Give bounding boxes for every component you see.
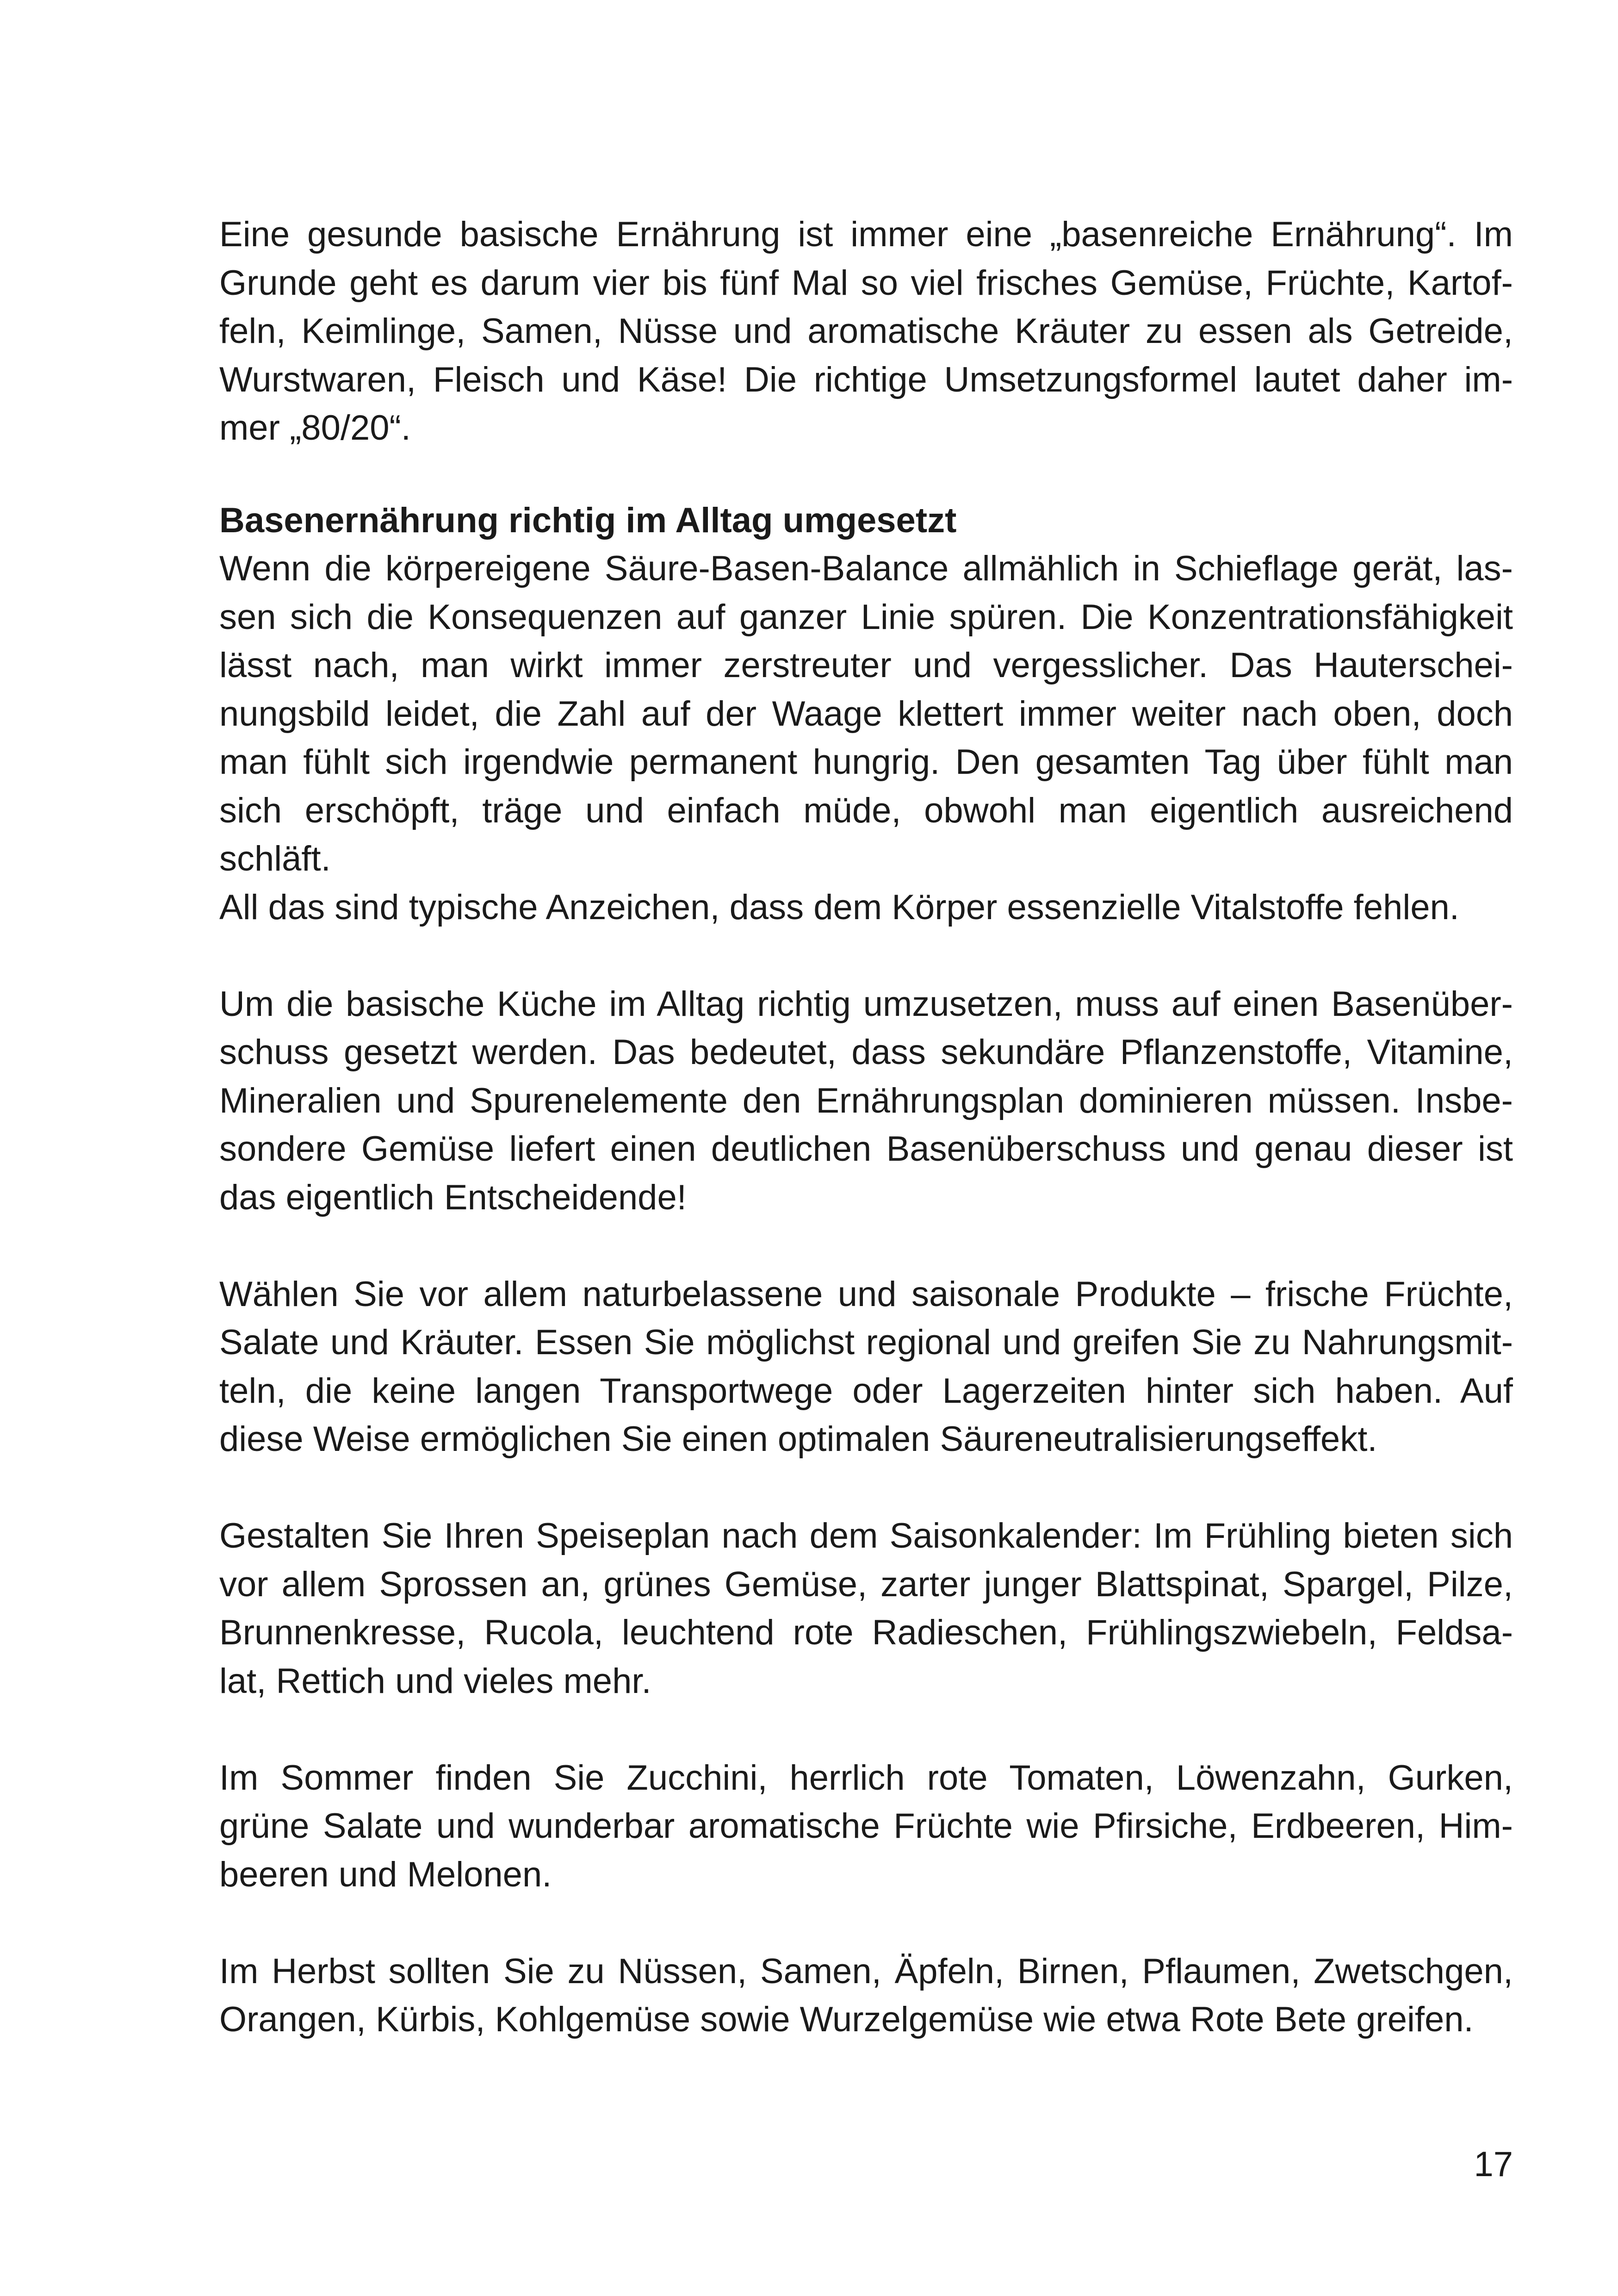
text-line: lat, Rettich und vieles mehr.	[219, 1661, 651, 1701]
paragraph-2	[219, 980, 1513, 1222]
text-line: Grunde geht es darum vier bis fünf Mal so viel frisches Gemüse, Früchte, Kartof-	[219, 263, 1513, 303]
text-line: Um die basische Küche im Alltag richtig umzusetzen, muss auf einen Basenüber-	[219, 984, 1513, 1024]
text-line: schläft.	[219, 839, 331, 878]
text-line: schuss gesetzt werden. Das bedeutet, dass sekundäre Pflanzenstoffe, Vitamine,	[219, 1033, 1513, 1072]
text-line: feln, Keimlinge, Samen, Nüsse und aromatische Kräuter zu essen als Getreide,	[219, 311, 1513, 351]
text-line: mer „80/20“.	[219, 408, 411, 448]
paragraph-6	[219, 1948, 1513, 2044]
spacer	[219, 1899, 1513, 1948]
text-line: man fühlt sich irgendwie permanent hungrig. Den gesamten Tag über fühlt man	[219, 742, 1513, 782]
text-line: sen sich die Konsequenzen auf ganzer Linie spüren. Die Konzentrationsfähigkeit	[219, 597, 1513, 637]
text-line: vor allem Sprossen an, grünes Gemüse, zarter junger Blattspinat, Spargel, Pilze,	[219, 1564, 1513, 1604]
text-line: teln, die keine langen Transportwege oder Lagerzeiten hinter sich haben. Auf	[219, 1371, 1513, 1411]
text-line: Eine gesunde basische Ernährung ist immer eine „basenreiche Ernährung“. Im	[219, 215, 1513, 254]
text-line: nungsbild leidet, die Zahl auf der Waage klettert immer weiter nach oben, doch	[219, 694, 1513, 734]
text-line: sich erschöpft, träge und einfach müde, obwohl man eigentlich ausreichend	[219, 790, 1513, 830]
text-line: grüne Salate und wunderbar aromatische Früchte wie Pfirsiche, Erdbeeren, Him-	[219, 1806, 1513, 1846]
text-line: Wurstwaren, Fleisch und Käse! Die richtige Umsetzungsformel lautet daher im-	[219, 360, 1513, 399]
text-line: Mineralien und Spurenelemente den Ernährungsplan dominieren müssen. Insbe-	[219, 1081, 1513, 1120]
text-line: das eigentlich Entscheidende!	[219, 1177, 687, 1217]
text-line: Wenn die körpereigene Säure-Basen-Balance allmählich in Schieflage gerät, las-	[219, 549, 1513, 588]
section-heading: Basenernährung richtig im Alltag umgesetzt	[219, 500, 957, 540]
text-line: diese Weise ermöglichen Sie einen optimalen Säureneutralisierungseffekt.	[219, 1419, 1377, 1459]
spacer	[219, 1222, 1513, 1270]
text-line: Salate und Kräuter. Essen Sie möglichst regional und greifen Sie zu Nahrungsmit-	[219, 1323, 1513, 1362]
paragraph-5	[219, 1754, 1513, 1899]
text-line: lässt nach, man wirkt immer zerstreuter und vergesslicher. Das Hauterschei-	[219, 646, 1513, 685]
text-line: Brunnenkresse, Rucola, leuchtend rote Radieschen, Frühlingszwiebeln, Feldsa-	[219, 1613, 1513, 1652]
text-line: Im Herbst sollten Sie zu Nüssen, Samen, Äpfeln, Birnen, Pflaumen, Zwetschgen,	[219, 1951, 1513, 1991]
text-line: Wählen Sie vor allem naturbelassene und saisonale Produkte – frische Früchte,	[219, 1274, 1513, 1314]
spacer	[219, 453, 1513, 497]
paragraph-intro	[219, 211, 1513, 453]
spacer	[219, 1464, 1513, 1512]
spacer	[219, 932, 1513, 980]
paragraph-3	[219, 1270, 1513, 1464]
spacer	[219, 1705, 1513, 1754]
page-number: 17	[1474, 2145, 1513, 2184]
text-line: Orangen, Kürbis, Kohlgemüse sowie Wurzelgemüse wie etwa Rote Bete greifen.	[219, 2000, 1474, 2039]
paragraph-1	[219, 545, 1513, 932]
text-line: Gestalten Sie Ihren Speiseplan nach dem Saisonkalender: Im Frühling bieten sich	[219, 1516, 1513, 1556]
text-line: All das sind typische Anzeichen, dass dem Körper essenzielle Vitalstoffe fehlen.	[219, 887, 1459, 927]
text-line: sondere Gemüse liefert einen deutlichen Basenüberschuss und genau dieser ist	[219, 1129, 1513, 1169]
paragraph-4	[219, 1512, 1513, 1705]
page-body	[219, 211, 1513, 2044]
text-line: Im Sommer finden Sie Zucchini, herrlich rote Tomaten, Löwenzahn, Gurken,	[219, 1758, 1513, 1798]
text-line: beeren und Melonen.	[219, 1854, 552, 1894]
